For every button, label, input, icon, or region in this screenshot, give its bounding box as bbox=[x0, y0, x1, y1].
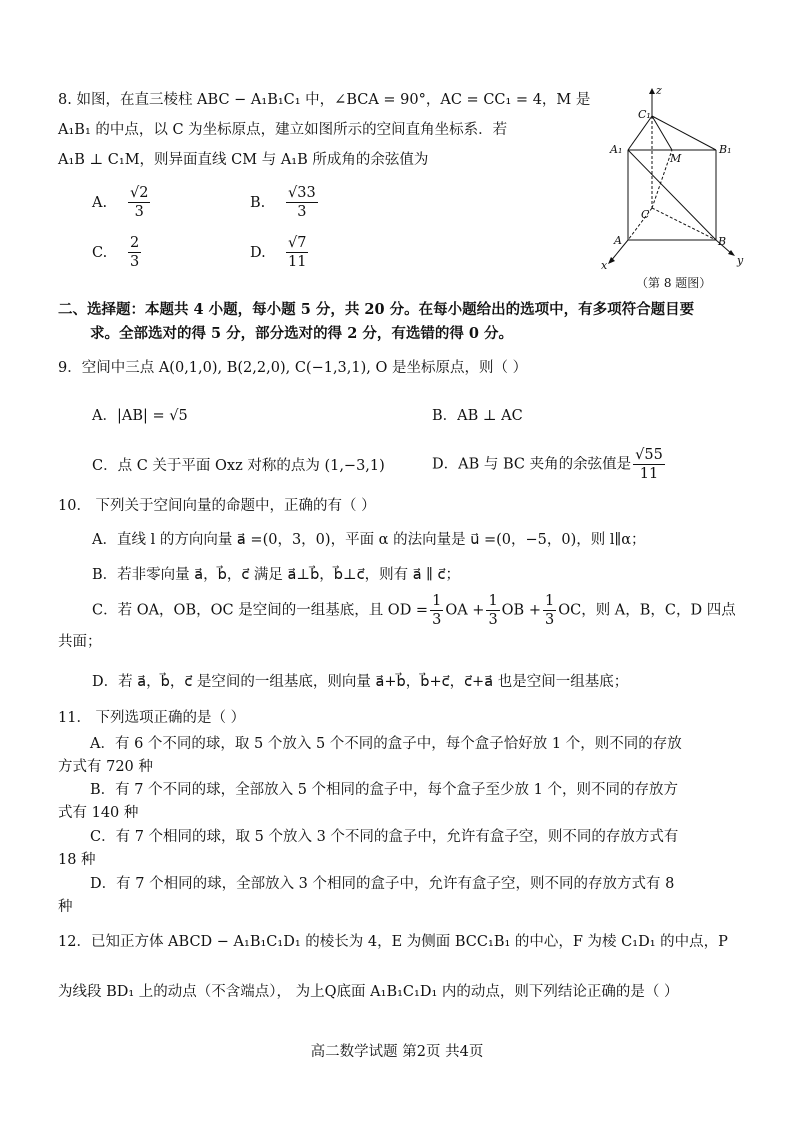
q11-option-a-line1: A．有 6 个不同的球，取 5 个放入 5 个不同的盒子中，每个盒子恰好放 1 个，则不同的存放 bbox=[90, 736, 682, 752]
q8-option-a: A. $\frac{√2}{3}$ bbox=[92, 185, 149, 220]
q9-option-c: C．点 C 关于平面 Oxz 对称的点为 (1,−3,1) bbox=[92, 458, 385, 474]
q11-option-d-line2: 种 bbox=[58, 899, 73, 915]
q10-option-b: B．若非零向量 a⃗，b⃗，c⃗ 满足 a⃗⊥b⃗，b⃗⊥c⃗，则有 a⃗ ∥ c⃗； bbox=[92, 567, 460, 583]
label-z: z bbox=[656, 84, 662, 97]
q11-stem: 11． 下列选项正确的是（ ） bbox=[58, 710, 246, 726]
z-axis-arrow-icon bbox=[649, 88, 655, 94]
q10-option-c-fraction-2: $\frac{1}{3}$ bbox=[488, 593, 498, 628]
q8-option-b: B. $\frac{√33}{3}$ bbox=[250, 185, 316, 220]
q8-option-c-fraction: $\frac{2}{3}$ bbox=[130, 235, 140, 270]
label-m: M bbox=[670, 152, 682, 165]
q10-option-d: D．若 a⃗，b⃗，c⃗ 是空间的一组基底，则向量 a⃗+b⃗，b⃗+c⃗，c⃗+a⃗ 也是空间一组基底； bbox=[92, 674, 629, 690]
q10-option-a: A．直线 l 的方向向量 a⃗ =(0，3，0)，平面 α 的法向量是 u⃗ =(0，−5，0)，则 l∥α； bbox=[92, 532, 646, 548]
section2-heading-line1: 二、选择题：本题共 4 小题，每小题 5 分，共 20 分。在每小题给出的选项中，有多项符合题目要 bbox=[58, 301, 695, 318]
prism-figure bbox=[600, 84, 750, 294]
q11-option-d-line1: D．有 7 个相同的球，全部放入 3 个相同的盒子中，允许有盒子空，则不同的存放方式有 8 bbox=[90, 876, 675, 892]
q8-option-d-fraction: $\frac{√7}{11}$ bbox=[288, 235, 307, 270]
q8-line2: A₁B₁ 的中点，以 C 为坐标原点，建立如图所示的空间直角坐标系．若 bbox=[58, 122, 508, 138]
q9-option-a: A．|AB| = √5 bbox=[92, 408, 188, 424]
edge-c1-a1 bbox=[628, 116, 652, 150]
page-footer: 高二数学试题 第2页 共4页 bbox=[310, 1044, 484, 1060]
label-b1: B₁ bbox=[719, 143, 732, 156]
q10-option-c-continued: 共面； bbox=[58, 634, 102, 650]
q9-option-d-fraction: $\frac{√55}{11}$ bbox=[635, 447, 663, 482]
label-c1: C₁ bbox=[638, 108, 651, 121]
q8-option-b-fraction: $\frac{√33}{3}$ bbox=[288, 185, 316, 220]
section2-heading-line2: 求。全部选对的得 5 分，部分选对的得 2 分，有选错的得 0 分。 bbox=[90, 325, 514, 342]
label-b: B bbox=[718, 235, 727, 248]
q10-option-c-fraction-3: $\frac{1}{3}$ bbox=[544, 593, 555, 628]
q8-line3: A₁B ⊥ C₁M，则异面直线 CM 与 A₁B 所成角的余弦值为 bbox=[58, 152, 429, 168]
x-axis-arrow-icon bbox=[608, 257, 615, 264]
q8-option-a-fraction: $\frac{√2}{3}$ bbox=[130, 185, 149, 220]
segment-c-m bbox=[652, 150, 672, 208]
q8-option-d: D. $\frac{√7}{11}$ bbox=[250, 235, 307, 270]
q11-option-a-line2: 方式有 720 种 bbox=[58, 759, 153, 775]
q10-option-c-fraction-1: $\frac{1}{3}$ bbox=[432, 593, 442, 628]
label-x: x bbox=[601, 259, 608, 272]
q10-stem: 10． 下列关于空间向量的命题中，正确的有（ ） bbox=[58, 498, 376, 514]
edge-c-b bbox=[652, 208, 716, 240]
label-a1: A₁ bbox=[610, 143, 623, 156]
label-y: y bbox=[737, 254, 744, 267]
q9-option-b: B．AB ⊥ AC bbox=[432, 408, 523, 424]
q12-line1: 12．已知正方体 ABCD − A₁B₁C₁D₁ 的棱长为 4，E 为侧面 BCC₁B₁ 的中心，F 为棱 C₁D₁ 的中点，P bbox=[58, 934, 728, 950]
figure-caption: （第 8 题图） bbox=[636, 276, 712, 290]
q8-line1: 8. 如图，在直三棱柱 ABC − A₁B₁C₁ 中，∠BCA = 90°，AC = CC₁ = 4，M 是 bbox=[58, 92, 591, 108]
label-c: C bbox=[641, 208, 650, 221]
q12-line2: 为线段 BD₁ 上的动点（不含端点）， 为上Q底面 A₁B₁C₁D₁ 内的动点，则下列结论正确的是（ ） bbox=[58, 984, 679, 1000]
q10-option-c: C．若 OA，OB，OC 是空间的一组基底，且 OD = $\frac{1}{3}$ OA + $\frac{1}{3}$ OB + $\frac{1}{3}$ OC，则 A，B，C，D 四点 bbox=[92, 593, 736, 628]
q8-option-c: C. $\frac{2}{3}$ bbox=[92, 235, 140, 270]
q11-option-b-line2: 式有 140 种 bbox=[58, 805, 139, 821]
q11-option-c-line1: C．有 7 个相同的球，取 5 个放入 3 个不同的盒子中，允许有盒子空，则不同的存放方式有 bbox=[90, 829, 679, 845]
q11-option-c-line2: 18 种 bbox=[58, 852, 96, 868]
q9-option-d: D．AB 与 BC 夹角的余弦值是 $\frac{√55}{11}$ bbox=[432, 447, 663, 482]
label-a: A bbox=[614, 234, 622, 247]
q9-stem: 9．空间中三点 A(0,1,0), B(2,2,0), C(−1,3,1), O 是坐标原点，则（ ） bbox=[58, 360, 528, 376]
q11-option-b-line1: B．有 7 个不同的球，全部放入 5 个相同的盒子中，每个盒子至少放 1 个，则不同的存放方 bbox=[90, 782, 678, 798]
